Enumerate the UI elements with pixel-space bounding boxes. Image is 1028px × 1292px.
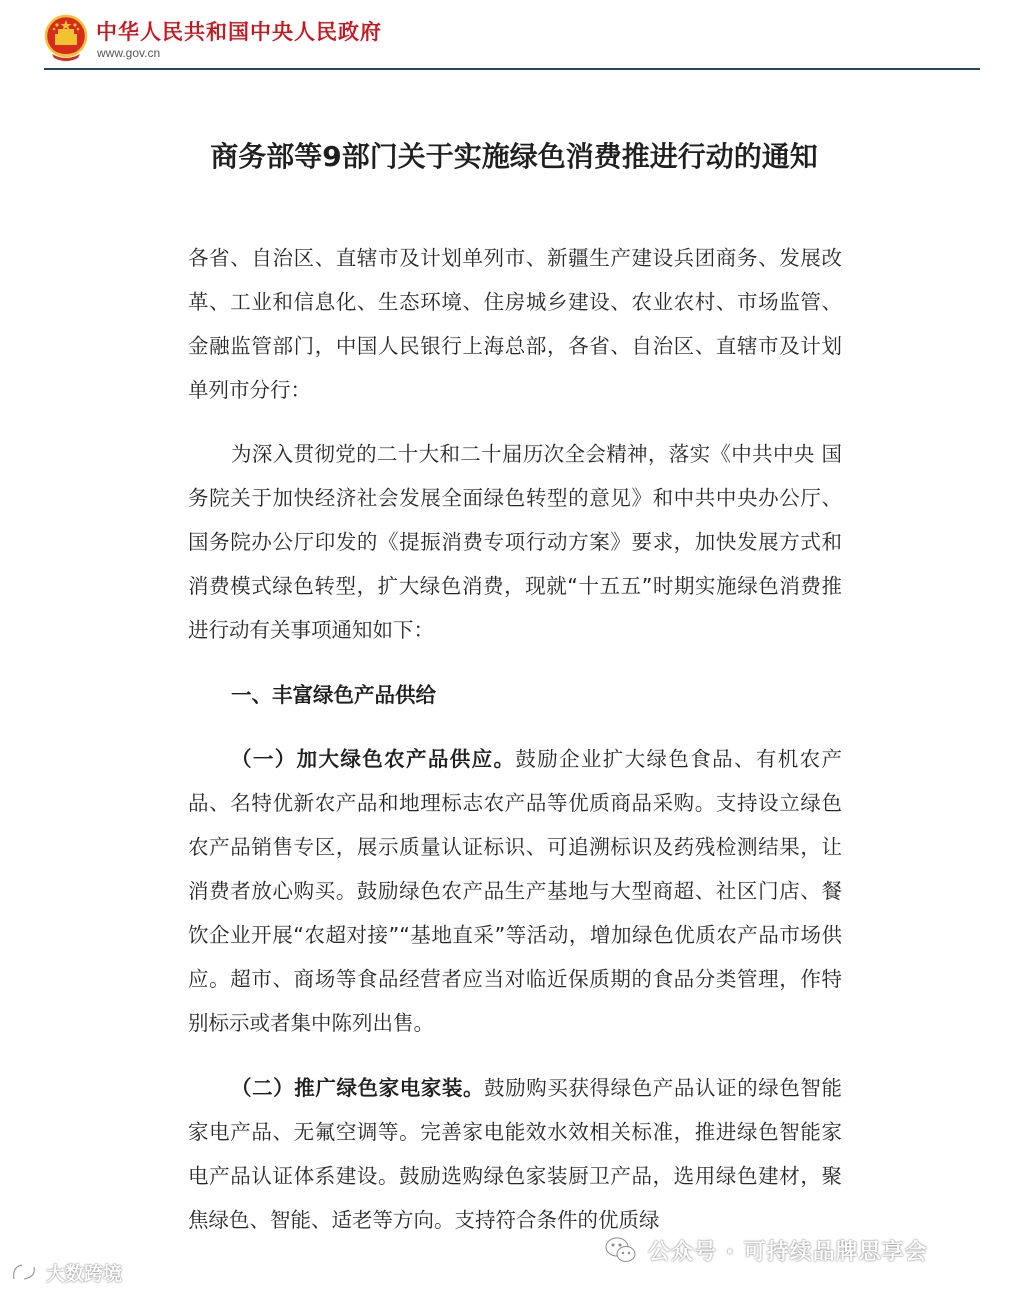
site-name[interactable]: 中华人民共和国中央人民政府 xyxy=(96,20,382,44)
item-body: 鼓励购买获得绿色产品认证的绿色智能家电产品、无氟空调等。完善家电能效水效相关标准，推进绿色智能家电产品认证体系建设。鼓励选购绿色家装厨卫产品，选用绿色建材，聚焦绿色、智能、适老等方向。支持符合条件的优质绿 xyxy=(188,1076,843,1232)
document-title: 商务部等9部门关于实施绿色消费推进行动的通知 xyxy=(210,140,818,173)
item-lead: （一）加大绿色农产品供应。 xyxy=(231,747,516,771)
item-paragraph xyxy=(188,1066,842,1242)
national-emblem-icon xyxy=(44,14,88,62)
item-body: 鼓励企业扩大绿色食品、有机农产品、名特优新农产品和地理标志农产品等优质商品采购。支持设立绿色农产品销售专区，展示质量认证标识、可追溯标识及药残检测结果，让消费者放心购买。鼓励绿色农产品生产基地与大型商超、社区门店、餐饮企业开展“农超对接”“基地直采”等活动，增加绿色优质农产品市场供应。超市、商场等食品经营者应当对临近保质期的食品分类管理，作特别标示或者集中陈列出售。 xyxy=(188,747,843,1035)
item-paragraph xyxy=(188,737,842,1045)
watermark-left-text: 大数跨境 xyxy=(46,1262,123,1285)
watermark-left xyxy=(10,1258,122,1286)
watermark-right xyxy=(604,1232,928,1268)
addressee-paragraph: 各省、自治区、直辖市及计划单列市、新疆生产建设兵团商务、发展改革、工业和信息化、生态环境、住房城乡建设、农业农村、市场监管、金融监管部门，中国人民银行上海总部，各省、自治区、直辖市及计划单列市分行： xyxy=(188,246,842,402)
intro-paragraph: 为深入贯彻党的二十大和二十届历次全会精神，落实《中共中央 国务院关于加快经济社会发展全面绿色转型的意见》和中共中央办公厅、国务院办公厅印发的《提振消费专项行动方案》要求，加快发展方式和消费模式绿色转型，扩大绿色消费，现就“十五五”时期实施绿色消费推进行动有关事项通知如下： xyxy=(188,442,842,642)
site-header xyxy=(0,0,1028,72)
watermark-right-text: 公众号 · 可持续品牌思享会 xyxy=(648,1239,928,1265)
header-divider xyxy=(44,68,980,70)
site-url[interactable]: www.gov.cn xyxy=(97,46,161,60)
wechat-icon xyxy=(604,1235,638,1265)
brand-logo-icon xyxy=(10,1261,40,1283)
item-lead: （二）推广绿色家电家装。 xyxy=(231,1076,485,1100)
section-heading: 一、丰富绿色产品供给 xyxy=(231,683,436,707)
